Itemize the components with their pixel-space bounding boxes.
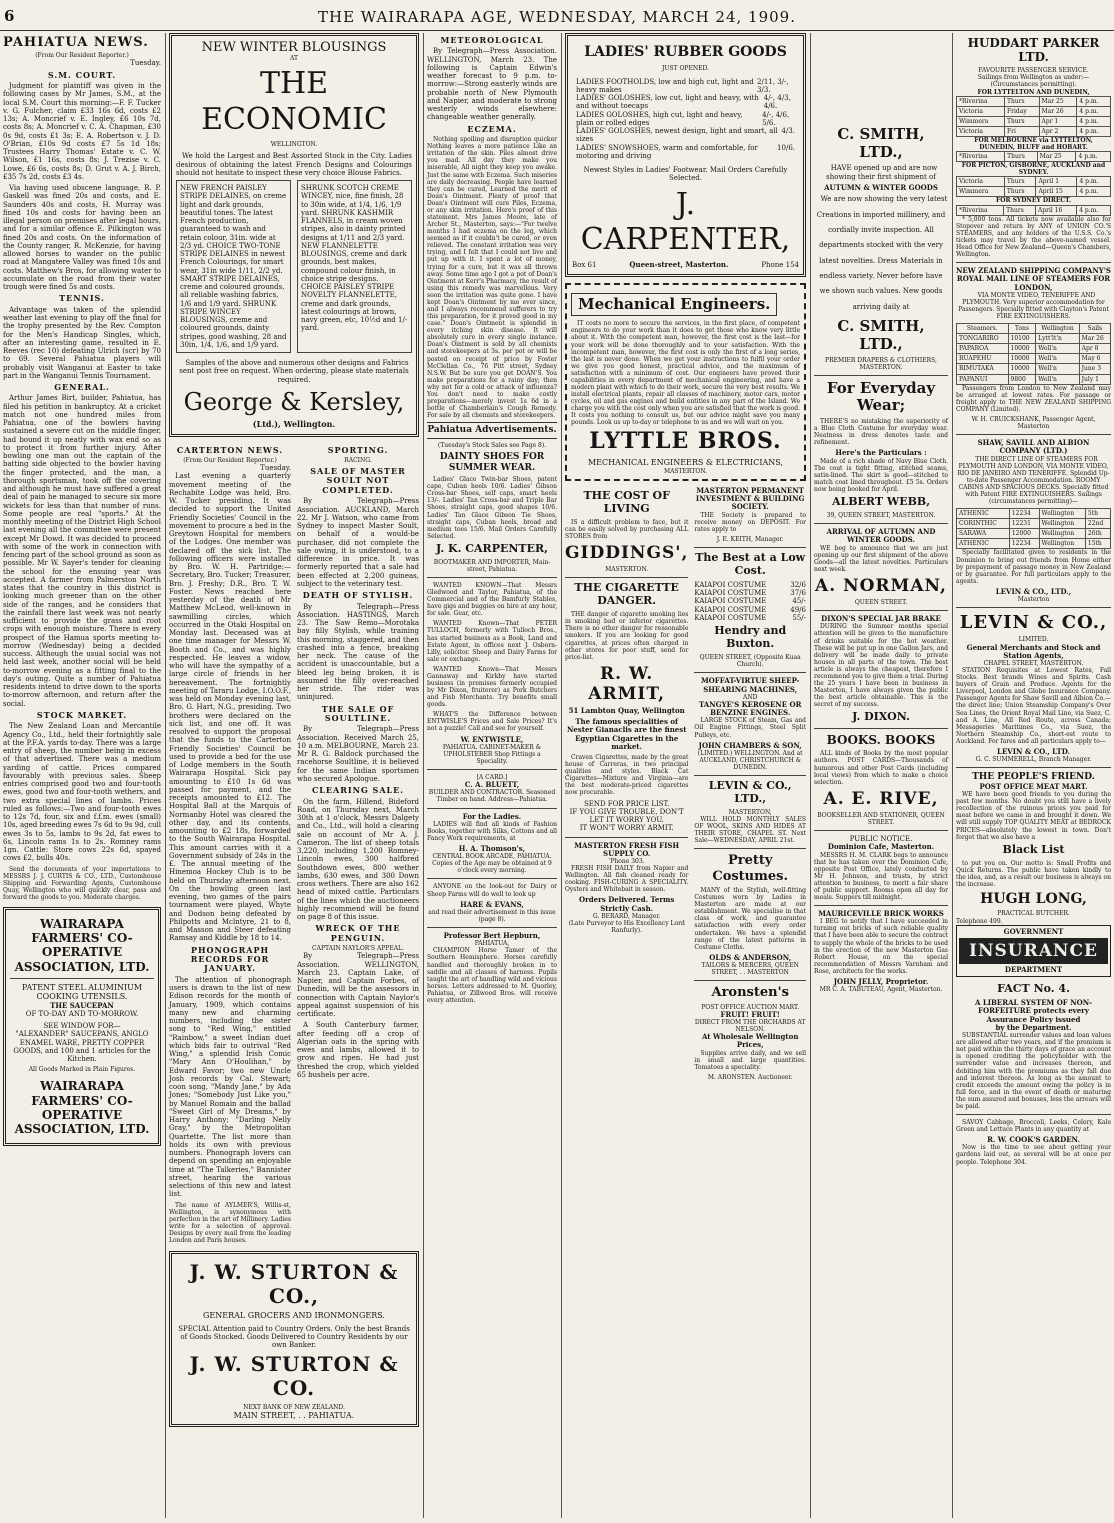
phonograph-title: PHONOGRAPH RECORDS FOR JANUARY. [190, 944, 270, 974]
thomson-sub: CENTRAL BOOK ARCADE, PAHIATUA. Copies of the Age may be obtained at 9 o'clock every morning. [432, 853, 552, 875]
pahiatua-adverts-title: Pahiatua Advertisements. [427, 422, 557, 439]
sailings-table [956, 96, 1111, 137]
rive-name: A. E. RIVE, [823, 788, 939, 809]
hugh-long-name: HUGH LONG, [980, 890, 1087, 907]
peoples-friend-sub: POST OFFICE MEAT MART. [979, 781, 1088, 791]
table-row: Wimmera Thurs April 15 4 p.m. [957, 187, 1111, 197]
hepburn-name: Professor Bert Hepburn, [443, 931, 541, 941]
sailings-table [956, 151, 1111, 162]
list-item: LADIES FOOTHOLDS, low and high cut, light and heavy makes 2/11, 3/-, 3/3. [576, 77, 789, 94]
shaw-place: Masterton [1017, 596, 1050, 604]
page-number: 6 [4, 7, 15, 25]
column-5 [811, 33, 951, 1518]
armit-name: R. W. ARMIT, [588, 663, 666, 704]
table-row: PAPAROA 10000 Well'n Apr 8 [957, 344, 1111, 354]
government-insurance-advert [956, 925, 1111, 978]
table-row: Wimmera Thurs Apr 1 4 p.m. [957, 116, 1111, 126]
list-item: KAIAPOI COSTUME 55/- [694, 613, 806, 622]
cook-garden-name: R. W. COOK'S GARDEN. [987, 1135, 1080, 1145]
levin-co-text: STATION Requisites at Lowest Rates, Fall Stocks. Best brands Wines and Spirits. Cash buyers of Grain and Produce. Agents for the Liverpool, London and Globe Insurance Company. Passenger Agents for Shaw Savill and Albion Co.—the direct line; Union Steamship Company's Over Sea Lines, the Orient Royal Mail Line, via Suez, C. and A. Line, All Red Route, across Canada; Messageries Maritimes Co., via Suez, the Northern Steamship Co., short-est route to Auckland. For fares and all particulars apply to— [956, 667, 1111, 745]
wanted-notice: WANTED KNOWN—That Messrs Gledwood and Taylor, Pahiatua, of the Commercial and of the Bamfurly Stables, have gigs and buggies on hire at any hour, for sale. Gear, etc. [427, 581, 557, 618]
nz-shipping-title: NEW ZEALAND SHIPPING COMPANY'S ROYAL MAIL LINE OF STEAMERS FOR LONDON, [956, 266, 1111, 292]
economic-name: THE ECONOMIC [201, 66, 387, 137]
building-society-title: MASTERTON PERMANENT INVESTMENT & BUILDING SOCIETY. [695, 485, 805, 512]
gov-line: DEPARTMENT [1004, 964, 1063, 974]
mechanical-engineers-title: Mechanical Engineers. [571, 293, 777, 317]
farmers-line: SEE WINDOW FOR— [43, 1022, 121, 1031]
dixon-text: DURING the Summer months special attention will be given to the manufacture of drinks suitable for the hot weather. These will be put up in one Gallon Jars, and delivery will be made daily to private houses in all parts of the town. The best article is always the cheapest, therefore I recommend you to give them a trial. During the 25 years I have been in business in Masterton, I have always given the public the best article obtainable. This is the secret of my success. [814, 623, 948, 709]
armit-if: IF YOU GIVE TROUBLE, DON'T LET IT WORRY YOU. [569, 807, 684, 825]
soultline-title: THE SALE OF SOULTLINE. [321, 703, 395, 723]
sturton-name: J. W. STURTON & CO., [189, 1260, 399, 1308]
lyttle-bros-advert [565, 283, 806, 481]
curtis-notice: Send the documents of your importations to MESSRS J. J. CURTIS & CO., LTD., Customhouse Shipping and Forwarding Agents, Customhouse Quay, Wellington who will quickly clear, pass and forward the goods to you. Moderate charges. [3, 865, 161, 901]
economic-at: AT [289, 55, 298, 63]
article-paragraph: On the farm, Hillend, Bideford Road, on Thursday next, March 30th at 1 o'clock, Messrs Dalgety and Co., Ltd., will hold a clearing sale on account of Mr A. J. Cameron. The list of sheep totals 3,220, including 1,200 Romney-Lincoln ewes, 300 halfbred Southdown ewes, 800 wether lambs, 630 ewes, and 300 Down cross wethers. There are also 162 head of mixed cattle. Particulars of the lines which the auctioneers highly recommend will be found on page 8 of this issue. [297, 797, 419, 922]
shaw-agent: LEVIN & CO., LTD., [995, 586, 1072, 596]
george-kersley-sub: (Ltd.), Wellington. [252, 419, 336, 430]
hp-sydney: FOR SYDNEY DIRECT. [996, 197, 1071, 205]
pretty-text: MANY of the Stylish, well-fitting Costumes worn by Ladies in Masterton are made at our establishment. We specialise in that class of work, and guarantee satisfaction with every order undertaken. We have a splendid range of the latest patterns in Costume Cloths. [694, 887, 806, 951]
j-carpenter-contact: Box 61 Queen-street, Masterton. Phone 154 [572, 260, 799, 270]
hendry-buxton-sub: QUEEN STREET, (Opposite Kuaa Church). [699, 654, 801, 669]
carterton-title: CARTERTON NEWS. [176, 444, 284, 455]
gov-liberal: A LIBERAL SYSTEM OF NON-FORFEITURE protects every [974, 998, 1093, 1016]
rubber-newest: Newest Styles in Ladies' Footwear. Mail Orders Carefully Selected. [583, 166, 788, 183]
hugh-long-sub: PRACTICAL BUTCHER. [997, 910, 1070, 918]
armit-send: SEND FOR PRICE LIST. [583, 799, 670, 808]
stylish-title: DEATH OF STYLISH. [302, 590, 414, 601]
economic-advert [169, 33, 419, 437]
list-item: KAIAPOI COSTUME 32/6 [694, 580, 806, 589]
everyday-wear-title: For Everyday Wear; [826, 378, 936, 415]
table-row: TONGARIRO 10100 Lytt'lt'n Mar 26 [957, 334, 1111, 344]
economic-foot: Samples of the above and numerous other designs and Fabrics sent post free on request. When ordering, please state materials required. [179, 359, 409, 384]
rubber-sub: JUST OPENED. [662, 64, 709, 72]
table-row: *Riverina Thurs April 16 4 p.m. [957, 205, 1111, 215]
john-chambers-sub: (LIMITED.) WELLINGTON. And at AUCKLAND, CHRISTCHURCH & DUNEDIN. [697, 749, 803, 772]
sailings-table [956, 176, 1111, 197]
lyttle-name: LYTTLE BROS. [589, 428, 782, 455]
article-paragraph: Via having used obscene language, R. P. Gaskell was fined 20s and costs, and E. Saunders 40s and costs, H. Murray was fined 10s and costs for having been an illegal person on premises after legal hours, and for a similar offence E. Pilkington was fined 20s and costs. On the information of the County ranger, R. McKenzie, for having allowed horses to wander on the public road at Mangatere Valley was fined 10s and costs. Matthew's Bros, for allowing water to accumulate on the road from their water trough were fined 5s and costs. [3, 184, 161, 292]
table-row: SARAWA 12000 Wellington 26th [957, 529, 1111, 539]
everyday-text-2: Made of a rich shade of Navy Blue Cloth. The coat is tight fitting, stitched seams, satin-lined. The skirt is good—stitched to match coat lined throughout. £5 5s. Orders now being booked for April. [814, 457, 948, 494]
lyttle-text: IT costs no more to secure the services, in the first place, of competent engineers to do your work than it does to get those who know very little about it. With the competent man, however, the first cost is the last—for your work will be done thoroughly and to your satisfaction. With the incompetent man, however, the first cost is only the first of a long series, the last is never done. When we get your instructions to fulfil your order we give you good honest, practical advice, and the maximum of satisfaction with a minimum of cost. Our engineers have proved their capabilities in every department of mechanical engineering, and have a modern plant with which to do their work, secure the very best results. We install electrical plants, repair all classes of machinery, motor cars, motor cycles, oil and gas engines and build entities in any part of the Island. We charge you with the cost only when you are satisfied that the work is good. It costs you nothing to consult us, but our advice might save you many pounds. Look us up to-day or telephone to us and we will wait on you. [571, 320, 800, 427]
fish-title: MASTERTON FRESH FISH SUPPLY CO. [574, 840, 680, 858]
penguin-title: WRECK OF THE PENGUIN. [315, 923, 401, 943]
a-norman-name: A. NORMAN, [815, 575, 947, 596]
dateline: Tuesday. [130, 59, 161, 68]
brick-works-title: MAURICEVILLE BRICK WORKS [818, 909, 944, 919]
table-row: CORINTHIC 12231 Wellington 22nd [957, 519, 1111, 529]
stock-market-heading: STOCK MARKET. [36, 709, 128, 720]
hp-melbourne: FOR MELBOURNE via LYTTELTON, DUNEDIN, BLUFF and HOBART. [974, 136, 1093, 152]
public-notice-title: PUBLIC NOTICE. [849, 835, 913, 843]
bluett-text: BUILDER AND CONTRACTOR. Seasoned Timber on hand. Address—Pahiatua. [428, 789, 556, 804]
farmers-line: All Goods Marked in Plain Figures. [28, 1066, 136, 1074]
norman-heading: ARRIVAL OF AUTUMN AND WINTER GOODS. [826, 527, 936, 545]
reporter-credit: (From Our Resident Reporter.) [183, 456, 277, 464]
building-text: THE Society is prepared to receive money on DEPOSIT. For rates apply to [694, 511, 806, 533]
gov-line: GOVERNMENT [1003, 926, 1064, 936]
jk-carpenter-name: J. K. CARPENTER, [436, 541, 548, 555]
moffat-text: LARGE STOCK of Steam, Gas and Oil Engine Fittings, Steel Split Pulleys, etc. [694, 717, 806, 739]
soult-title: SALE OF MASTER SOULT NOT COMPLETED. [310, 466, 406, 495]
everyday-particulars: Here's the Particulars : [835, 448, 927, 458]
cook-garden-text: Now is the time to see about getting your gardens laid out, as several will be at once per people. Telephone 304. [956, 1144, 1111, 1166]
newspaper-title: THE WAIRARAPA AGE, WEDNESDAY, MARCH 24, 1909. [318, 8, 796, 26]
article-paragraph: The attention of phonograph users is drawn to the list of new Edison records for the month of January, 1909, which contains many new and charming numbers, including the sister song to "Red Wing," entitled "Rainbow," a sweet Indian duet which bids fair to outrival "Red Wing," a splendid Irish Comic "Mary Ann O'Houlihan," by Edward Favor; two new Uncle Josh records by Cal. Stewart; coon song, "Mandy Jane," by Ada Jones; "Somebody Just Like you," by Manuel Romain and the ballad "Sweet Girl of My Dreams," by Harry Anthony; "Darling Nelly Gray," by the Metropolitan Quartette. The list more than holds its own with previous numbers. Phonograph lovers can depend on spending an enjoyable time at "The Talkeries," Bannister street, hearing the various selections of this new and latest list. [169, 975, 291, 1199]
aronsten-signature: M. ARONSTEN. Auctioneer. [707, 1073, 793, 1081]
black-list-label: Black List [1002, 842, 1065, 856]
general-heading: GENERAL. [54, 382, 110, 393]
economic-right-list: SHRUNK SCOTCH CREME WINCEY, nice, fine finish, 28 to 30in wide, at 1/4, 1/6, 1/9 yard. SHRUNK KASHMIR FLANNELS, in cream woven stripes, also in dainty printed designs at 1/11 and 2/3 yard. NEW FLANNELETTE BLOUSINGS, creme and dark grounds, best makes, compound colour finish, in choice stripe designs. CHOICE PAISLEY STRIPE NOVELTY FLANNELETTE, creme and dark grounds, latest colourings at brown, navy green, etc, 10½d and 1/- yard. [297, 180, 412, 353]
article-paragraph: By Telegraph—Press Association. AUCKLAND, March 22. Mr J. Watson, who came from Sydney to inspect Master Soult, on behalf of a would-be purchaser, did not complete the sale owing, it is understood, to a difference in price. It was formerly reported that a sale had been effected at 2,200 guineas, subject to the veterinary test. [297, 497, 419, 588]
dainty-shoes-title: DAINTY SHOES FOR SUMMER WEAR. [439, 451, 545, 473]
nz-shipping-text: VIA MONTE VIDEO, TENERIFFE AND PLYMOUTH. Very superior accommodation for Passengers. Specially fitted with Clayton's Patent FIRE EXTINGUISHERS. [958, 291, 1109, 321]
levin-co-name: LEVIN & CO., [959, 612, 1108, 634]
tennis-heading: TENNIS. [59, 293, 105, 304]
hp-lyttelton: FOR LYTTELTON AND DUNEDIN, [977, 88, 1090, 96]
col4-right [694, 487, 806, 1081]
hendry-buxton-name: Hendry and Buxton. [714, 624, 787, 651]
shaw-note: Specially facilitated given to residents in the Dominion to bring out friends from Home either by prepayment of passage money in New Zealand or by guarantee. For full particulars apply to the agents. [956, 549, 1111, 585]
cigarette-title: THE CIGARETTE DANGER. [574, 581, 679, 608]
article-paragraph: Last evening a quarterly movement meeting of the Rechabite Lodge was held, Bro. W. Tucker presiding. It was decided to support the United Friendly Societies' Council in the movement to procure a bed in the Greytown Hospital for members of the Lodges. One member was declared off the sick list. The following officers were installed by Bro. W. H. Partridge:—Secretary, Bro. Tucker; Treasurer, Bro. J. Freshy; D.R., Bro. T. W. Foster. News reached here yesterday of the death of Mr Matthew McLeod, well-known in sawmilling circles, which occurred in the Otaki Hospital on Monday last. Deceased was at one time manager for Messrs W. Booth and Co., and was highly respected. He leaves a widow, who will have the sympathy of a large circle of friends in her bereavement. The fortnightly meeting of Tararu Lodge, I.O.O.F., was held on Monday evening last, Bro. G. Hart, N.G., presiding. Two brothers were declared on the sick list, and one off. It was resolved to support the proposal that the funds to the Carterton Friendly Societies' Council be used to provide a bed for the use of Lodge members in the South Wairarapa Hospital. Sick pay amounting to £10 1s 6d was passed for payment, and the receipts amounted to £12. The Hospital Ball at the Marquis of Normanby Hotel was cleared the other day, and its contents, amounting to £2 18s, forwarded to the South Wairarapa Hospital. This amount carries with it a Government subsidy of 24s in the £. The annual meeting of the Hinemoa Hockey Club is to be held on Thursday afternoon next. On the bowling green last evening, two games of the pairs tournament were played, Whyte and Dodson being defeated by Philpotts and Mclntyre, 21 to 8, and Masson and Steer defeating Ramsay and Kiddle by 18 to 14. [169, 472, 291, 943]
farmers-line: "ALEXANDER" SAUCEPANS, ANGLO ENAMEL WARE, PRETTY COPPER GOODS, and 100 and 1 articles for the Kitchen. [13, 1030, 151, 1064]
public-notice-text: MESSRS H. M. CLARK begs to announce that he has taken over the Dominion Cafe, opposite Post Office, lately conducted by Mr H. Johnson, and trusts, by strict attention to business, to merit a fair share of public support. Rooms open all day for meals. Suppers till midnight. [814, 851, 948, 901]
levin-place: MASTERTON, [728, 809, 772, 817]
table-row: *Riverina Thurs Mar 25 4 p.m. [957, 152, 1111, 162]
sporting-news [297, 443, 419, 1248]
hp-sub: FAVOURITE PASSENGER SERVICE. [978, 67, 1089, 75]
armit-wont: IT WON'T WORRY ARMIT. [579, 824, 674, 833]
sturton-street: MAIN STREET, . . PAHIATUA. [233, 1410, 355, 1420]
shaw-savill-title: SHAW, SAVILL AND ALBION COMPANY (LTD.) [977, 438, 1090, 456]
doans-advert: Nothing spoiling and disruption quicker Nothing leaves a more patience Like an irritation of the skin. Piles almost drive you mad. All day they make you miserable, All night they keep you awake. Just the same with Eczema. Such miseries are daily decreasing. People have learned they can be cured, Learned the merit of Doan's Ointment. Plenty of proof that Doan's Ointment will cure Piles, Eczema, or any skin irritation. Here's proof of this statement. Mrs James Moore, late of Archer St., Masterton, says:—"For twelve months I had eczema on the leg, which seemed as if it couldn't be cured, or even relieved. The constant irritation was very trying, and I felt that I could not live and put up with it. I spent a lot of money, trying for a cure, but it was all thrown away. Some time ago I got a pot of Doan's Ointment at Kerr's Pharmacy, the result of using this remedy was marvellous. Very soon the irritation was quite gone. I have kept Doan's Ointment by me ever since, and I always recommend sufferers to try this preparation, for it proved good in my case." Doan's Ointment is splendid in every itching skin disease. It will absolutely cure in every single instance. Doan's Ointment is sold by all chemists and storekeepers at 3s. per pot or will be posted on receipt of price by Foster McClellan Co., 76 Pitt street, Sydney N.S.W. But be sure you get DOAN'S. You make preparations for a rainy day; then why not for a cold or attack of influenza? You don't need to make costly preparations—merely invest 1s 6d in a bottle of Chamberlain's Cough Remedy. For sale by all chemists and storekeepers. [427, 136, 557, 420]
aylmer-notice: The name of AYLMER'S, Willis-st, Wellington, is synonymous with perfection in the art of Millinery. Ladies write for a selection of approval. Designs by every mail from the leading London and Paris houses. [169, 1201, 291, 1244]
sailings-table [956, 205, 1111, 216]
farmers-line: OF TO-DAY AND TO-MORROW. [25, 1009, 139, 1018]
article-paragraph: Judgment for plaintiff was given in the following cases by Mr James, S.M., at the local S.M. Court this morning:—F. F. Tucker v. G. Fulcher, claim £33 16s 6d, costs £2 13s; A. Moncrief v. E. Ingley, £6 10s 7d, costs 8s; A. Moncrief v. C. A. Chapman, £30 0s 9d, costs £1 3s; E. A. Robertson v. J. D. O'Brian, £10s 9d costs £7 5s 1d 18s; Trustees Harry Thomas' Estate v. C. W. Wilson, £1 16s, costs 8s; J. Trezise v. C. Lowe, £6 6s, costs 8s; D. Grut v. A. J. Birch, £35 7s 2d, costs £3 4s. [3, 82, 161, 181]
table-row: Victoria Friday Mar 26 4 p.m. [957, 106, 1111, 116]
article-paragraph: By Telegraph—Press Association. WELLINGTON, March 23. Captain Lake, of Napier, and Captain Forbes, of Dunedin, will be the assessors in connection with Captain Naylor's appeal against suspension of his certificate. [297, 952, 419, 1019]
article-paragraph: Arthur James Birt, builder, Pahiatua, has filed his petition in bankruptcy. At a cricket match not one hundred miles from Pahiatua, one of the bowlers having sustained a severe cut on the middle finger, had bound it up neatly with wax end so as to protect it from further injury. After bowling one man out the captain of the batting side objected to the bowler having the finger protected, and the man, a thorough sportsman, took off the covering and although he must have suffered a great deal of pain he managed to secure six more wickets for less than that number of runs. Some people are real "sports." At the monthly meeting of the District High School last evening all the committee were present except Mr Dowd. It was decided to proceed with some of the work in connection with fencing part of the school ground as soon as possible. Mr W. Sayer's tender for cleaning the school for the ensuing year was accepted. A farmer from Palmerston North states that the country in this district is looking much greener than on the other side of the ranges, and he considers that the rainfall there last week was not nearly sufficient to provide the grass and root crops with enough moisture. There is every prospect of the Hamua sports meeting to-morrow (Wednesday) being a decided success. Although the usual social was not held last week, another social will be held to-morrow evening as a fitting final to the day's outing. Quite a number of Pahiatua residents intend to drive down to the sports to-morrow afternoon, and return after the social. [3, 394, 161, 708]
card-label: [A CARD.] [476, 774, 508, 782]
table-row: PAPANUI 9800 Well'n July 1 [957, 374, 1111, 384]
aronsten-text: DIRECT FROM THE ORCHARDS AT NELSON. [694, 1018, 806, 1033]
levin-co-signature: LEVIN & CO., LTD. [997, 746, 1070, 756]
hugh-long-telephone: Telephone 499. [956, 917, 1003, 925]
article-paragraph: By Telegraph—Press Association. Received March 25, 10 a.m. MELBOURNE, March 23. Mr R. G. Baldock purchased the racehorse Soultline, it is believed for the same Indian sportsmen who secured Apologue. [297, 725, 419, 783]
building-manager: J. E. KEITH, Manager. [716, 535, 784, 543]
levin-name: LEVIN & CO., LTD., [708, 779, 792, 806]
column-2 [166, 33, 422, 1518]
cost-living-title: THE COST OF LIVING [583, 488, 670, 515]
rubber-list [576, 78, 795, 161]
anyone-text: ANYONE on the look-out for Dairy or Sheep Farms will do well to look up [427, 883, 557, 898]
levin-co-manager: G. C. SUMMERELL, Branch Manager. [975, 756, 1092, 764]
bluett-name: C. A. BLUETT, [464, 780, 520, 790]
huddart-parker-title: HUDDART PARKER LTD. [967, 36, 1100, 65]
levin-co-sub: LIMITED. [1018, 636, 1049, 644]
nz-shipping-table [956, 323, 1111, 384]
c-smith-text-2: We are now showing the very latest Creations in imported millinery, and cordially invite inspection. All departments stocked with the very latest novelties. Dress Materials in endless variety. Never before have we shown such values. New goods arriving daily at [816, 195, 948, 311]
fish-orders: Orders Delivered. Terms Strictly Cash. [579, 895, 675, 913]
farmers-line: THE SAUCEPAN [50, 1000, 114, 1010]
article-paragraph: Advantage was taken of the splendid weather last evening to play off the final for the trophy presented by the Rev. Compton for the Men's Handicap Singles, which, after an interesting game, resulted in E. Reeves (rec 10) defeating Ulrich (scr) by 70 to 69. Several Pahiatua players will probably visit Wanganui at Easter to take part in the Wanganui Tennis Tournament. [3, 305, 161, 380]
farmers-title: WAIRARAPA FARMERS' CO-OPERATIVE ASSOCIATION, LTD. [14, 917, 150, 974]
a-norman-street: QUEEN STREET. [854, 599, 908, 607]
albert-webb-address: 39, QUEEN STREET, MASTERTON. [826, 512, 936, 520]
c-smith-autumn: AUTUMN & WINTER GOODS [824, 182, 938, 192]
moffat-and: AND [742, 693, 758, 701]
sturton-name-2: J. W. STURTON & CO. [189, 1352, 399, 1401]
brick-agent: MR C. A. TABUTEAU, Agent, Masterton. [819, 986, 943, 994]
giddings-name: GIDDINGS', [565, 543, 689, 564]
entwistle-sub: PAHIATUA. CABINET-MAKER & UPHOLSTERER Shop Fittings a Speciality. [442, 743, 542, 765]
list-item: KAIAPOI COSTUME 45/- [694, 597, 806, 606]
article-paragraph: The New Zealand Loan and Mercantile Agency Co., Ltd., held their fortnightly sale at the P.F.A. yards to-day. There was a large entry of sheep, the number being in excess of that advertised. There was a medium yarding of cattle. Prices compared favourably with previous sales. Sheep entries comprised good two and four-tooth ewes, good two and four-tooth wethers, and two extra special lines of lambs. Prices ruled as follows:—Two and four-tooth ewes to 12s 7d, four, six and f.f.m. ewes (small) 10s, aged breeding ewes 7s 6d to 9s 9d, cull ewes 3s to 5s, lambs to 9s 2d, fat ewes to 6s, Lincoln rams 1s to 2s. Romney rams 1gn. Cattle: Store cows 22s 6d, spayed cows £2, bulls 40s. [3, 722, 161, 863]
column-1 [0, 33, 164, 1518]
giddings-place: MASTERTON. [605, 566, 649, 574]
col4-left [565, 487, 688, 1081]
kaiapoi-list [694, 581, 806, 622]
list-item: KAIAPOI COSTUME 37/6 [694, 589, 806, 598]
wanted-notice: WANTED Known—That Messrs Gannaway and Kirkby have started business (in premises formerly occupied by Mr Dixon, fruiterer) as Pork Butchers and Fish Merchants. Try benefits small goods. [427, 665, 557, 709]
c-smith-name: C. SMITH, LTD., [837, 125, 925, 161]
dateline: Tuesday. [260, 464, 291, 473]
column-3 [424, 33, 560, 1518]
dixon-name: J. DIXON. [852, 710, 910, 724]
sturton-text: SPECIAL Attention paid to Country Orders. Only the best Brands of Goods Stocked. Goods Delivered to Country Residents by our own Banker. [178, 1324, 410, 1350]
list-item: LADIES' GOLOSHES, low cut, light and heavy, with and without toecaps 4/-, 4/3, 4/6. [576, 94, 791, 111]
moffat-title: MOFFAT-VIRTUE SHEEP-SHEARING MACHINES, [700, 676, 800, 694]
brick-text: I BEG to notify that I have succeeded in turning out bricks of such reliable quality that I have been able to secure the contract to supply the whole of the bricks to be used in the erection of the new Masterton Gas Robert House, on the special recommendation of Messrs Varnham and Rose, architects for the works. [814, 918, 948, 975]
c-smith-sub: PREMIER DRAPERS & CLOTHIERS, MASTERTON. [825, 356, 937, 371]
rive-sub: BOOKSELLER AND STATIONER, QUEEN STREET. [817, 811, 945, 826]
c-smith-name-2: C. SMITH, LTD., [837, 317, 925, 353]
norman-text: WE beg to announce that we are just opening up our first shipment of the above Goods—all the latest novelties. Particulars next week. [814, 544, 948, 573]
pahiatua-adverts-sub: (Tuesday's Stock Sales see Page 8). [437, 441, 547, 449]
peoples-friend-text-2: to put you on. Our motto is: Small Profits and Quick Returns. The public have taken kindly to the idea, and, as a result our business is always on the increase. [956, 859, 1111, 888]
levin-text: WILL HOLD MONTHLY SALES OF WOOL, SKINS AND HIDES AT THEIR STORE, CHAPEL ST. Next Sale—WEDNESDAY, APRIL 21st. [694, 816, 806, 845]
list-item: LADIES' GOLOSHES, newest design, light and smart, all sizes 4/3. [576, 127, 795, 144]
table-row: Victoria Thurs April 1 4 p.m. [957, 177, 1111, 187]
wanted-notice: WANTED Known—That PETER TULLOCH, formerly with Tulloch Bros., has started business as a Book, Land and Estate Agent, in offices next J. Osborn-Lilly, solicitor. Sheep and Dairy Farms for sale or exchange. [427, 620, 557, 663]
fish-phone: 'Phone 303. [608, 858, 645, 866]
peoples-friend-title: THE PEOPLE'S FRIEND. [972, 772, 1095, 783]
nz-shipping-note: Passengers from London to New Zealand may be arranged at lowest rates. For passage or freight apply to THE NEW ZEALAND SHIPPING COMPANY (Limited). [956, 384, 1111, 413]
economic-left-list: NEW FRENCH PAISLEY STRIPE DELAINES, on creme light and dark grounds, beautiful tones. The latest French production, guaranteed to wash and retain colour, 31in. wide at 2/3 yd. CHOICE TWO-TONE STRIPE DELAINES in newest French Colourings, for smart wear, 31in wide 1/11, 2/2 yd. SMART STRIPE DELAINES, creme and coloured grounds, all reliable washing fabrics, 1/6 and 1/9 yard. SHRUNK STRIPE WINCEY BLOUSINGS, creme and coloured grounds, dainty stripes, good washing, 28 and 30in, 1/4, 1/6, and 1/9 yard. [176, 180, 291, 353]
table-row: ATHENIC 12234 Wellington 15th [957, 539, 1111, 549]
list-item: KAIAPOI COSTUME 49/6 [694, 605, 806, 614]
sturton-address: NEXT BANK OF NEW ZEALAND. [243, 1403, 345, 1411]
column-4 [562, 33, 809, 1518]
hare-evans-text: and read their advertisement in this issue (page 8). [428, 908, 556, 923]
list-item: LADIES' SNOWSHOES, warm and comfortable, for motoring and driving 10/6. [576, 143, 795, 160]
nz-shipping-agent: W. H. CRUICKSHANK, Passenger Agent, Masterton [971, 415, 1096, 431]
john-chambers-name: JOHN CHAMBERS & SON, [698, 740, 802, 750]
fish-text: FRESH FISH DAILY from Napier and Wellington. All fish cleaned ready for cooking. FISH-CURING A SPECIALITY. Oysters and Whitebait in season. [565, 865, 689, 894]
table-row: *Riverina Thurs Mar 25 4 p.m. [957, 96, 1111, 106]
tangye-title: TANGYE'S KEROSENE OR BENZINE ENGINES. [698, 699, 802, 718]
lyttle-place: MASTERTON. [663, 467, 708, 475]
gov-by: by the Department. [995, 1022, 1072, 1032]
gov-text: SUBSTANTIAL surrender values and loan values are allowed after two years, and if the premium is not paid within the thirty days of grace an account is opened crediting the policyholder with the surrender value and increases thereon, and debiting him with the premiums as they fall due and interest thereon. As long as the amount to credit exceeds the amount owing the policy is in full force, and in the event of death or maturing the sum assured and bonuses, less the arrears will be paid. [956, 1032, 1111, 1110]
table-row: RIMUTAKA 10000 Well'n June 3 [957, 364, 1111, 374]
hp-picton: FOR PICTON, GISBORNE, AUCKLAND and SYDNEY. [961, 162, 1106, 177]
hp-text: Sailings from Wellington as under:—(Circumstances permitting). [977, 74, 1090, 89]
list-item: LADIES GOLOSHES, high cut, light and heavy, plain or rolled edges 4/-, 4/6, 5/6. [576, 110, 790, 127]
sporting-title: SPORTING. [327, 444, 389, 455]
sturton-sub: GENERAL GROCERS AND IRONMONGERS. [203, 1311, 385, 1321]
c-smith-text: HAVE opened up and are now showing their first shipment of [826, 164, 938, 181]
peoples-friend-text: WE have been good friends to you during the past few months. No doubt you still have a lively recollection of the ruinous prices you paid for meat before we came in and brought it down. We will still supply TOP QUALITY MEAT at BEDROCK PRICES—absolutely the lowest in town. Don't forget that we also have a [956, 791, 1111, 841]
public-notice-sub: Dominion Cafe, Masterton. [827, 842, 935, 852]
books-title: BOOKS. BOOKS [826, 733, 936, 748]
hepburn-sub: PAHIATUA, [474, 940, 510, 948]
albert-webb-name: ALBERT WEBB, [831, 495, 931, 509]
masthead [0, 0, 1114, 31]
books-text: ALL kinds of Books by the most popular authors. POST CARDS—Thousands of humorous and other Post Cards (including local views) from which to make a choice selection. [814, 750, 948, 786]
best-low-cost-title: The Best at a Low Cost. [695, 551, 806, 577]
cost-living-text: IS a difficult problem to face, but it can be easily solved by purchasing ALL STORES from [565, 518, 689, 541]
racing-heading: RACING. [344, 456, 372, 464]
farmers-line: PATENT STEEL ALUMINIUM COOKING UTENSILS. [21, 982, 143, 1002]
sturton-advert [169, 1251, 419, 1427]
article-paragraph: A South Canterbury farmer, after feeding off a crop of Algerian oats in the spring with ewes and lambs, allowed it to grow and ripen. He had just threshed the crop, which yielded 65 bushels per acre. [297, 1021, 419, 1079]
clearing-sale-title: CLEARING SALE. [311, 785, 405, 796]
thomson-name: H. A. Thomson's, [458, 844, 526, 853]
aronsten-text-2: Supplies arrive daily, and we sell in small and large quantities. Tomatoes a speciality. [694, 1049, 806, 1071]
economic-heading: NEW WINTER BLOUSINGS [201, 40, 387, 55]
table-header: Steamers. Tons Wellington Sails [957, 324, 1111, 334]
carterton-news [169, 443, 291, 1248]
savoy-text: SAVOY Cabbage, Broccoli, Leeks, Celery, Kale Green and Lettuce Plants in any quantity at [956, 1119, 1111, 1134]
economic-place: WELLINGTON. [270, 141, 318, 149]
table-row: RUAPEHU 10000 Well'n May 6 [957, 354, 1111, 364]
table-row: Victoria Fri Apr 2 4 p.m. [957, 126, 1111, 136]
shaw-savill-table [956, 508, 1111, 549]
farmers-footer: WAIRARAPA FARMERS' CO-OPERATIVE ASSOCIATION, LTD. [14, 1079, 150, 1136]
hepburn-text: CHAMPION Horse Tamer of the Southern Hemisphere. Horses carefully handled and thoroughly broken in to saddle and all classes of harness. Pupils taught the art of handling wild and vicious horses. Letters addressed to M. Quorley, Pahiatua, or Zillwood Bros. will receive every attention. [427, 947, 557, 1004]
table-row: ATHENIC 12234 Wellington 5th [957, 509, 1111, 519]
gov-insurance: INSURANCE [959, 938, 1108, 964]
lyttle-sub: MECHANICAL ENGINEERS & ELECTRICIANS, [587, 458, 784, 468]
sm-court-heading: S.M. COURT. [47, 69, 117, 80]
ladies-title: For the Ladies. [462, 811, 522, 821]
fish-manager: G. BERARD, Manager. [592, 912, 661, 920]
gov-policy: Assurance Policy issued [986, 1014, 1081, 1024]
shaw-savill-text: THE DIRECT LINE OF STEAMERS FOR PLYMOUTH AND LONDON, VIA MONTE VIDEO, RIO DE JANEIRO AND TENERIFFE. Splendid Up-to-date Passenger Accommodation. ROOMY CABINS AND SPACIOUS DECKS. Specially fitted with Patent FIRE EXTINGUISHERS. Sailings (circumstances permitting)— [957, 455, 1110, 506]
rubber-goods-advert [565, 33, 806, 277]
j-carpenter-name: J. CARPENTER, [580, 186, 791, 257]
aronsten-fruit: FRUIT! FRUIT! [720, 1009, 780, 1019]
column-6 [953, 33, 1114, 1518]
economic-intro: We hold the Largest and Best Assorted Stock in the City. Ladies desirous of obtaining the latest French Designs and Colourings should not hesitate to inspect these very choice Blouse Fabrics. [176, 152, 412, 177]
article-paragraph: By Telegraph—Press Association. HASTINGS, March 23. The Saw Remo—Morotaka bay filly Stylish, while training this morning, staggered, and then crashed into a fence, breaking her neck. The cause of the accident is unaccountable, but a bleed leg being broken, it is assumed the filly over-reached her stride. The rider was uninjured. [297, 602, 419, 702]
armit-address: 51 Lambton Quay, Wellington [568, 705, 685, 715]
rubber-title: LADIES' RUBBER GOODS [584, 44, 787, 60]
dainty-shoes-list: Ladies' Glace Twin-bar Shoes, patent cape, Cuban heels 10/6. Ladies' Gibson Cross-bar Shoes, self caps, smart heels 13/-. Ladies' Tan Cross-bar and Triple Bar Shoes, straight caps, good shapes 10/6. Ladies' Tan Glace Gibson Tie Shoes, straight caps, Cuban heels, broad and medium toes 15/6. Mail Orders Carefully Selected. [427, 476, 557, 540]
olds-name: OLDS & ANDERSON, [709, 952, 792, 962]
entwistle-name: W. ENTWISTLE, [460, 734, 524, 744]
levin-co-address: CHAPEL STREET, MASTERTON. [983, 660, 1084, 667]
meteorological-title: METEOROLOGICAL [440, 35, 544, 45]
reporter-credit: (From Our Resident Reporter.) [35, 52, 129, 60]
hare-evans-name: HARE & EVANS, [460, 899, 524, 909]
cigarette-text: THE danger of cigarette smoking lies in smoking bad or inferior cigarettes. There is no other danger for reasonable smokers. If you are looking for good cigarettes, at prices often charged in other stores for poor stuff, send for price-list. [565, 611, 689, 661]
gov-fact: FACT No. 4. [997, 982, 1070, 996]
olds-sub: TAILORS & MERCERS, QUEEN STREET, . . MASTERTON [701, 962, 799, 977]
pretty-costumes-title: Pretty Costumes. [712, 853, 789, 884]
armit-speciality: The famous specialities of Nester Gianaclis are the finest Egyptian Cigarettes in the market. [566, 717, 687, 751]
aronsten-sub: POST OFFICE AUCTION MART. [701, 1003, 800, 1011]
pahiatua-news-title: PAHIATUA NEWS. [3, 35, 149, 50]
dixon-title: DIXON'S SPECIAL JAR BRAKE [821, 614, 941, 624]
everyday-text: THERE'S no mistaking the superiority of a Blue Cloth Costume for everyday wear. Neatness in dress denotes taste and refinement. [814, 418, 948, 447]
hp-note: * 5,000 tons. All tickets now available also for Stopover and return by ANY of UNION CO.'S STEAMERS, and any holders of the U.S.S. Co.'s tickets may travel by the above-named vessel. Head Office for New Zealand—Queen's Chambers, Wellington. [956, 215, 1111, 259]
aronsten-wholesale: At Wholesale Wellington Prices, [701, 1032, 799, 1050]
entwistle-notice: WHAT'S the Difference between ENTWISLE'S Prices and Sale Prices? It's not a puzzle! Call and see for yourself. [427, 711, 557, 733]
jk-carpenter-sub: BOOTMAKER AND IMPORTER, Main-street, Pahiatua. [433, 558, 551, 573]
armit-text: Craven Cigarettes, made by the great house of Carreras, in two principal qualities and styles. Black Cat Cigarettes—Mixture and Virginia—are the best moderate-priced cigarettes now procurable. [565, 754, 689, 797]
article-paragraph: By Telegraph—Press Association. WELLINGTON, March 23. The following is Captain Edwin's weather forecast to 9 p.m. to-morrow:—Strong easterly winds are probable north of New Plymouth and Napier, and moderate to strong westerly winds elsewhere: changeable weather generally. [427, 47, 557, 122]
george-kersley-name: George & Kersley, [183, 387, 405, 416]
brick-name: JOHN JELLY, Proprietor. [833, 976, 929, 986]
fish-purveyor: (Late Purveyor to His Excellency Lord Ranfurly). [568, 920, 685, 935]
aronsten-name: Aronsten's [711, 985, 789, 1001]
eczema-title: ECZEMA. [467, 123, 517, 134]
ladies-text: LADIES will find all kinds of Fashion Books, together with Silks, Cottons and all Fancy Work requirements, at [427, 820, 557, 842]
farmers-coop-advert [3, 907, 161, 1146]
penguin-subtitle: CAPTAIN NAYLOR'S APPEAL. [312, 945, 404, 953]
levin-co-general: General Merchants and Stock and Station Agents, [966, 642, 1101, 660]
